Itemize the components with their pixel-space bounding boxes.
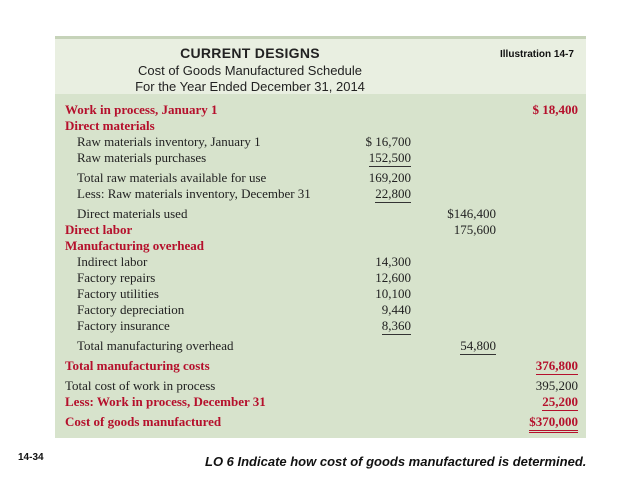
row-total-wip <box>55 378 586 394</box>
page-number: 14-34 <box>18 452 44 463</box>
row-wip-jan <box>55 102 586 118</box>
row-label: Direct labor <box>65 222 133 237</box>
row-value: 376,800 <box>535 358 578 373</box>
row-label: Factory insurance <box>77 318 170 333</box>
row-label: Total cost of work in process <box>65 378 216 393</box>
row-value: 10,100 <box>375 286 411 301</box>
row-indirect-labor <box>55 254 586 270</box>
row-wip-dec <box>55 394 586 410</box>
row-label: Raw materials inventory, January 1 <box>77 134 261 149</box>
row-value: 54,800 <box>460 338 496 353</box>
learning-objective: LO 6 Indicate how cost of goods manufactured is determined. <box>205 454 587 469</box>
row-value: 8,360 <box>381 318 411 333</box>
row-factory-utilities <box>55 286 586 302</box>
row-value: 12,600 <box>375 270 411 285</box>
row-label: Less: Work in process, December 31 <box>65 394 266 409</box>
schedule-period: For the Year Ended December 31, 2014 <box>135 79 365 94</box>
row-label: Less: Raw materials inventory, December 31 <box>77 186 311 201</box>
illustration-number: Illustration 14-7 <box>500 49 574 60</box>
row-cogm <box>55 414 586 430</box>
row-value: 22,800 <box>375 186 411 201</box>
row-label: Direct materials used <box>77 206 188 221</box>
row-factory-repairs <box>55 270 586 286</box>
row-value: 14,300 <box>375 254 411 269</box>
row-label: Cost of goods manufactured <box>65 414 222 429</box>
row-label: Total raw materials available for use <box>77 170 267 185</box>
row-label: Direct materials <box>65 118 155 133</box>
row-direct-labor <box>55 222 586 238</box>
row-value: 175,600 <box>453 222 496 237</box>
row-label: Factory repairs <box>77 270 156 285</box>
row-label: Factory depreciation <box>77 302 185 317</box>
row-value: $ 16,700 <box>365 134 411 149</box>
row-value: $370,000 <box>529 414 578 433</box>
row-raw-purchases <box>55 150 586 166</box>
row-label: Total manufacturing costs <box>65 358 210 373</box>
row-dm-used <box>55 206 586 222</box>
row-label: Raw materials purchases <box>77 150 207 165</box>
row-mfg-overhead <box>55 238 586 254</box>
schedule-header <box>55 36 586 94</box>
row-value: 395,200 <box>535 378 578 393</box>
row-value: 25,200 <box>542 394 578 409</box>
row-label: Total manufacturing overhead <box>77 338 234 353</box>
schedule-panel <box>55 36 586 438</box>
row-total-overhead <box>55 338 586 354</box>
row-value: 169,200 <box>368 170 411 185</box>
row-value: 152,500 <box>368 150 411 165</box>
row-value: $146,400 <box>447 206 496 221</box>
row-total-mfg-costs <box>55 358 586 374</box>
company-name: CURRENT DESIGNS <box>180 45 320 61</box>
row-value: 9,440 <box>381 302 411 317</box>
row-label: Manufacturing overhead <box>65 238 205 253</box>
row-factory-depreciation <box>55 302 586 318</box>
row-direct-materials <box>55 118 586 134</box>
row-factory-insurance <box>55 318 586 334</box>
row-raw-available <box>55 170 586 186</box>
schedule-title: Cost of Goods Manufactured Schedule <box>137 63 363 78</box>
row-label: Work in process, January 1 <box>65 102 218 117</box>
row-value: $ 18,400 <box>532 102 578 117</box>
row-raw-jan <box>55 134 586 150</box>
row-label: Factory utilities <box>77 286 159 301</box>
row-raw-dec <box>55 186 586 202</box>
row-label: Indirect labor <box>77 254 148 269</box>
